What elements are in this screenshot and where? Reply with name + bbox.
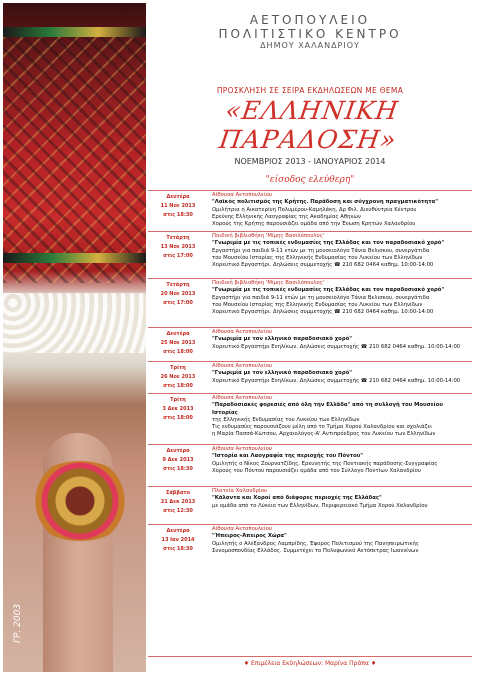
event-date bbox=[148, 527, 208, 554]
diamond-icon: ♦ bbox=[370, 660, 377, 667]
event-line: Χορευτικό Εργαστήρι. Δηλώσεις συμμετοχής ☎ 210 682 0464 καθημ. 10:00-14:00 bbox=[212, 262, 434, 269]
date-range: ΝΟΕΜΒΡΙΟΣ 2013 - ΙΑΝΟΥΑΡΙΟΣ 2014 bbox=[234, 157, 386, 166]
event-time: στις 18:30 bbox=[163, 212, 193, 218]
embroidery-stripe bbox=[3, 27, 146, 37]
costume-photo bbox=[3, 3, 146, 672]
footer-credit: Επιμέλεια Εκδηλώσεων: Μαρίνα Πράπα bbox=[251, 660, 369, 667]
event-date: 3 Δεκ 2013 bbox=[162, 406, 194, 412]
event-time: στις 18:30 bbox=[163, 546, 193, 552]
event-body bbox=[212, 280, 470, 316]
footer bbox=[148, 656, 472, 667]
event-time: στις 18:30 bbox=[163, 466, 193, 472]
header-line2: ΠΟΛΙΤΙΣΤΙΚΟ ΚΕΝΤΡΟ bbox=[218, 27, 402, 41]
event-time: στις 18:00 bbox=[163, 349, 193, 355]
bracelet bbox=[25, 461, 135, 541]
event-item bbox=[148, 486, 472, 525]
event-line: Ομιλητής ο Νίκος Ζουρνατζίδης, Ερευνητής της Ποντιακής παράδοσης-Συγγραφέας bbox=[212, 460, 438, 467]
event-body bbox=[212, 329, 470, 351]
event-day: Δευτέρα bbox=[166, 448, 190, 454]
event-day: Δευτέρα bbox=[166, 194, 190, 200]
event-line: Συνομοσπονδίας Ελλάδος. Συμμετέχει το Πολυφωνικό Αετόπετρας Ιωαννίνων bbox=[212, 547, 419, 554]
event-date: 21 Δεκ 2013 bbox=[160, 499, 196, 505]
event-date bbox=[148, 489, 208, 516]
embroidery-pattern bbox=[3, 33, 146, 283]
event-date: 13 Νοε 2013 bbox=[160, 244, 196, 250]
event-time: στις 17:00 bbox=[163, 253, 193, 259]
event-title: "Ιστορία και Λαογραφία της περιοχής του Πόντου" bbox=[212, 453, 364, 460]
event-title: "Κάλαντα και Χοροί από διάφορες περιοχές της Ελλάδας" bbox=[212, 495, 382, 502]
event-date bbox=[148, 396, 208, 423]
event-item bbox=[148, 231, 472, 279]
event-item bbox=[148, 327, 472, 362]
event-day: Τετάρτη bbox=[166, 235, 190, 241]
event-body bbox=[212, 446, 470, 475]
photo-signature: ΓΡ. 2003 bbox=[13, 603, 23, 643]
diamond-icon: ♦ bbox=[243, 660, 250, 667]
event-item bbox=[148, 444, 472, 487]
event-item bbox=[148, 361, 472, 394]
event-line: της Ελληνικής Ενδυμασίας του Λυκείου των Ελληνίδων bbox=[212, 416, 360, 423]
event-venue: Αίθουσα Αετοπουλείου bbox=[212, 395, 273, 401]
event-item bbox=[148, 278, 472, 328]
event-line: Τις ενδυμασίες παρουσιάζουν μέλη από το Τμήμα Χορού Χαλανδρίου και σχολιάζει bbox=[212, 424, 433, 431]
event-line: Ερεύνης Ελληνικής Λαογραφίας της Ακαδημίας Αθηνών bbox=[212, 213, 361, 220]
event-line: με ομάδα από το Λύκειο των Ελληνίδων, Περιφερειακό Τμήμα Χορού Χαλανδρίου bbox=[212, 502, 428, 509]
invite-text: ΠΡΟΣΚΛΗΣΗ ΣΕ ΣΕΙΡΑ ΕΚΔΗΛΩΣΕΩΝ ΜΕ ΘΕΜΑ bbox=[216, 86, 404, 95]
event-venue: Αίθουσα Αετοπουλείου bbox=[212, 192, 273, 198]
event-body bbox=[212, 488, 470, 510]
organizer-header bbox=[148, 13, 472, 50]
event-day: Τετάρτη bbox=[166, 282, 190, 288]
event-line: Χορευτικό Εργαστήρι. Δηλώσεις συμμετοχής ☎ 210 682 0464 καθημ. 10:00-14:00 bbox=[212, 309, 434, 316]
header-line1: ΑΕΤΟΠΟΥΛΕΙΟ bbox=[249, 13, 371, 27]
event-venue: Παιδική βιβλιοθήκη 'Μίμης Βασιλόπουλος' bbox=[212, 280, 325, 286]
event-line: Εργαστήρι για παιδιά 9-11 ετών με τη μουσειολόγο Τάνια Βελισκου, συνεργάτιδα bbox=[212, 294, 430, 301]
event-item bbox=[148, 190, 472, 232]
event-time: στις 18:00 bbox=[163, 415, 193, 421]
event-item bbox=[148, 393, 472, 445]
event-date: 20 Νοε 2013 bbox=[160, 291, 196, 297]
event-venue: Αίθουσα Αετοπουλείου bbox=[212, 329, 273, 335]
event-item bbox=[148, 524, 472, 565]
event-title: "Λαϊκός πολιτισμός της Κρήτης. Παράδοση και σύγχρονη πραγματικότητα" bbox=[212, 199, 438, 206]
event-line: Χορευτικό Εργαστήρι Ενηλίκων. Δηλώσεις συμμετοχής ☎ 210 682 0464 καθημ. 10:00-14:00 bbox=[212, 343, 461, 350]
event-title: "Γνωριμία με τις τοπικές ενδυμασίες της Ελλάδας και τον παραδοσιακό χορό" bbox=[212, 240, 445, 247]
event-line: Χορευτικό Εργαστήρι Ενηλίκων. Δηλώσεις συμμετοχής ☎ 210 682 0464 καθημ. 10:00-14:00 bbox=[212, 377, 461, 384]
event-day: Σάββατο bbox=[165, 490, 191, 496]
event-date bbox=[148, 193, 208, 220]
event-day: Τρίτη bbox=[170, 397, 186, 403]
header-line3: ΔΗΜΟΥ ΧΑΛΑΝΔΡΙΟΥ bbox=[260, 41, 360, 50]
event-title: "Γνωριμία με τον ελληνικό παραδοσιακό χορό" bbox=[212, 336, 353, 343]
event-date: 9 Δεκ 2013 bbox=[162, 457, 194, 463]
event-date: 13 Ιαν 2014 bbox=[161, 537, 195, 543]
lace-sleeve bbox=[3, 293, 146, 353]
event-line: Χορούς της Κρήτης παρουσιάζει ομάδα από την Ένωση Κρητών Χαλανδρίου bbox=[212, 221, 416, 228]
event-body bbox=[212, 192, 470, 228]
main-title: «ΕΛΛΗΝΙΚΗ ΠΑΡΑΔΟΣΗ» bbox=[217, 96, 401, 154]
event-venue: Αίθουσα Αετοπουλείου bbox=[212, 526, 273, 532]
event-day: Τρίτη bbox=[170, 365, 186, 371]
free-entry: "είσοδος ελεύθερη" bbox=[265, 175, 355, 185]
event-line: του Μουσείου Ιστορίας της Ελληνικής Ενδυμασίας του Λυκείου των Ελληνίδων bbox=[212, 254, 423, 261]
event-date bbox=[148, 330, 208, 357]
event-venue: Παιδική βιβλιοθήκη 'Μίμης Βασιλόπουλος' bbox=[212, 233, 325, 239]
event-day: Δευτέρα bbox=[166, 528, 190, 534]
event-date bbox=[148, 447, 208, 474]
event-time: στις 17:00 bbox=[163, 300, 193, 306]
event-body bbox=[212, 363, 470, 385]
event-time: στις 12:30 bbox=[163, 508, 193, 514]
event-date: 26 Νοε 2013 bbox=[160, 374, 196, 380]
event-line: η Μαρία Πασσά-Κώτσου, Αρχαιολόγος-Α' Αντιπρόεδρος του Λυκείου των Ελληνίδων bbox=[212, 431, 436, 438]
event-date bbox=[148, 364, 208, 391]
event-body bbox=[212, 233, 470, 269]
event-line: Χορούς του Πόντου παρουσιάζει ομάδα από τον Σύλλογο Ποντίων Χαλανδρίου bbox=[212, 467, 421, 474]
event-venue: Αίθουσα Αετοπουλείου bbox=[212, 363, 273, 369]
event-line: Εργαστήρι για παιδιά 9-11 ετών με τη μουσειολόγο Τάνια Βελισκου, συνεργάτιδα bbox=[212, 247, 430, 254]
event-date bbox=[148, 281, 208, 308]
embroidery-stripe bbox=[3, 253, 146, 263]
event-title: "Γνωριμία με τον ελληνικό παραδοσιακό χορό" bbox=[212, 370, 353, 377]
event-line: του Μουσείου Ιστορίας της Ελληνικής Ενδυμασίας του Λυκείου των Ελληνίδων bbox=[212, 301, 423, 308]
event-date bbox=[148, 234, 208, 261]
event-venue: Αίθουσα Αετοπουλείου bbox=[212, 446, 273, 452]
content-panel bbox=[148, 3, 472, 671]
event-title: "Γνωριμία με τις τοπικές ενδυμασίες της Ελλάδας και τον παραδοσιακό χορό" bbox=[212, 287, 445, 294]
event-line: Ομιλητής ο Αλέξανδρος Λαμπρίδης, Έφορος Πολιτισμού της Πανηπειρωτικής bbox=[212, 540, 419, 547]
event-body bbox=[212, 526, 470, 555]
event-body bbox=[212, 395, 470, 439]
event-venue: Πλατεία Χαλανδρίου bbox=[212, 488, 268, 494]
event-date: 11 Νοε 2013 bbox=[160, 203, 196, 209]
event-title: "Παραδοσιακές φορεσιές από όλη την Ελλάδα" από τη συλλογή του Μουσείου Ιστορίας bbox=[212, 402, 443, 416]
event-time: στις 18:00 bbox=[163, 383, 193, 389]
event-line: Ομιλήτρια η Αικατερίνη Πολυμέρου-Καμηλάκη, Δρ Φιλ. Διευθύντρια Κέντρου bbox=[212, 206, 417, 213]
event-day: Δευτέρα bbox=[166, 331, 190, 337]
event-title: "Ήπειρος-Άπειρος Χώρα" bbox=[212, 533, 287, 540]
event-date: 25 Νοε 2013 bbox=[160, 340, 196, 346]
